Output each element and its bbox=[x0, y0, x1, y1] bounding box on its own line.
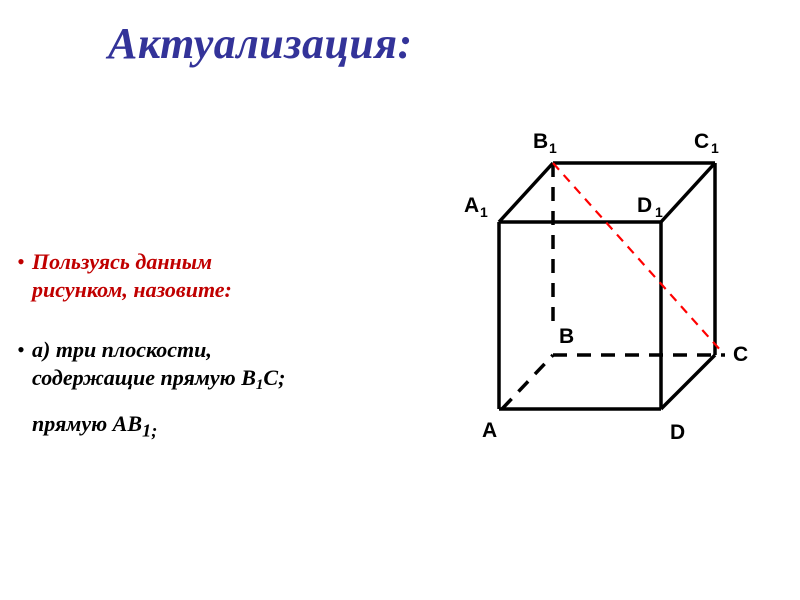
subscript: 1 bbox=[255, 377, 264, 393]
bullet-text bbox=[32, 248, 232, 304]
bullet-line: а) три плоскости, bbox=[32, 337, 212, 362]
subscript: 1; bbox=[142, 420, 158, 441]
diagonal-b1-c bbox=[553, 163, 722, 352]
bullet-line-pre: прямую АВ bbox=[32, 411, 143, 436]
bullet-line bbox=[32, 364, 285, 395]
bullet-line-post: С; bbox=[263, 365, 286, 390]
vertex-label-b: B bbox=[559, 325, 575, 348]
edge-b1-a1 bbox=[499, 163, 553, 222]
bullet-line: Пользуясь данным bbox=[32, 249, 213, 274]
cube-figure bbox=[440, 110, 790, 450]
vertex-label-a: A bbox=[482, 419, 498, 442]
bullet-list bbox=[10, 248, 430, 445]
page-title: Актуализация: bbox=[108, 19, 413, 68]
bullet-line: рисунком, назовите: bbox=[32, 277, 232, 302]
bullet-marker: • bbox=[17, 337, 25, 362]
vertex-label-d: D bbox=[670, 421, 686, 444]
edge-d-c bbox=[661, 355, 715, 409]
vertex-label-b1-sub: 1 bbox=[549, 140, 557, 156]
bullet-marker: • bbox=[17, 249, 25, 274]
list-item bbox=[10, 336, 430, 395]
vertex-label-a1: A bbox=[464, 194, 480, 217]
bullet-text bbox=[32, 336, 285, 395]
spacer bbox=[10, 318, 430, 336]
vertex-label-c: C bbox=[733, 343, 749, 366]
bullet-continuation bbox=[32, 409, 430, 445]
vertex-label-c1-sub: 1 bbox=[711, 140, 719, 156]
list-item bbox=[10, 248, 430, 304]
vertex-label-d1: D bbox=[637, 194, 653, 217]
vertex-label-d1-sub: 1 bbox=[655, 204, 663, 220]
edge-a-b bbox=[502, 355, 553, 409]
vertex-label-a1-sub: 1 bbox=[480, 204, 488, 220]
edge-c1-d1 bbox=[661, 163, 715, 222]
vertex-label-b1: B bbox=[533, 130, 549, 153]
bullet-line-pre: содержащие прямую В bbox=[32, 365, 256, 390]
vertex-label-c1: C bbox=[694, 130, 710, 153]
